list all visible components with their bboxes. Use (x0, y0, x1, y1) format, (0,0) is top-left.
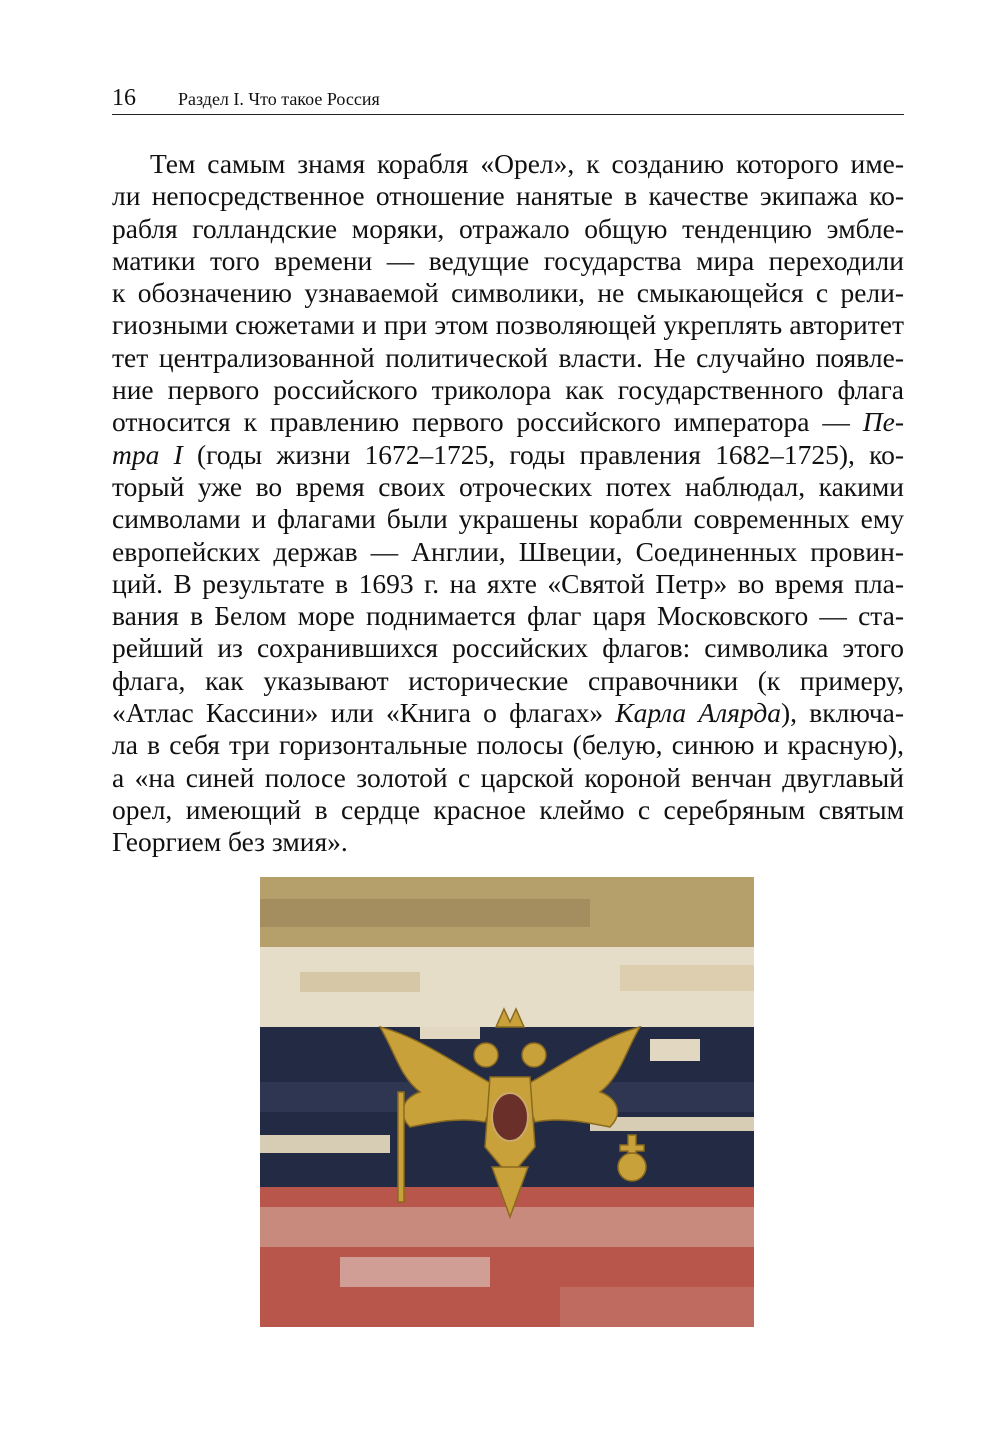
flag-tear (420, 1027, 480, 1039)
text-line (112, 729, 904, 761)
text-line (112, 794, 904, 826)
scepter-icon (398, 1092, 404, 1202)
text-run: ций. В результате в 1693 г. на яхте «Святой Петр» во время пла- (112, 567, 904, 599)
text-line (112, 213, 904, 245)
text-line (112, 503, 904, 535)
text-line (112, 406, 904, 438)
flag-tear (260, 1135, 390, 1153)
text-run: (годы жизни 1672–1725, годы правления 1682–1725), ко- (182, 438, 904, 470)
text-line (112, 697, 904, 729)
eagle-left-head (474, 1043, 498, 1067)
text-run: а «на синей полосе золотой с царской короной венчан двуглавый (112, 761, 904, 793)
text-run: матики того времени — ведущие государства мира переходили (112, 244, 904, 276)
text-line (112, 277, 904, 309)
body-paragraph (112, 148, 904, 859)
flag-worn-patch (560, 1287, 754, 1327)
eagle-right-head (522, 1043, 546, 1067)
orb-icon (618, 1153, 646, 1181)
text-line (112, 309, 904, 341)
text-line (112, 632, 904, 664)
flag-photo (260, 877, 754, 1327)
text-run: гиозными сюжетами и при этом позволяющей укреплять авторитет (112, 309, 904, 341)
text-line (112, 536, 904, 568)
text-run: Георгием без змия». (112, 826, 348, 858)
running-head (112, 84, 904, 115)
text-run: ), включа- (781, 697, 905, 729)
text-run: ли непосредственное отношение нанятые в качестве экипажа ко- (112, 180, 904, 212)
text-line (112, 148, 904, 180)
italic-name: Пе- (862, 406, 904, 438)
text-run: ние первого российского триколора как государственного флага (112, 374, 904, 406)
text-line (112, 342, 904, 374)
text-line (112, 439, 904, 471)
text-run: европейских держав — Англии, Швеции, Соединенных провин- (112, 535, 904, 567)
flag-faded-band (260, 899, 590, 927)
text-line (112, 180, 904, 212)
flag-illustration (260, 877, 754, 1327)
flag-stain (620, 965, 754, 991)
text-run: «Атлас Кассини» или «Книга о флагах» (112, 697, 616, 729)
text-run: вания в Белом море поднимается флаг царя Московского — ста- (112, 600, 904, 632)
flag-tear (650, 1039, 700, 1061)
text-run: флага, как указывают исторические справочники (к примеру, (112, 664, 904, 696)
section-title: Раздел I. Что такое Россия (178, 89, 380, 109)
text-run: относится к правлению первого российского императора — (112, 406, 863, 438)
heart-shield (492, 1093, 528, 1141)
page-number: 16 (112, 85, 136, 111)
flag-worn-patch (340, 1257, 490, 1287)
text-line (112, 245, 904, 277)
text-run: рабля голландские моряки, отражало общую тенденцию эмбле- (112, 212, 904, 244)
text-run: символами и флагами были украшены корабли современных ему (112, 503, 904, 535)
text-run: ла в себя три горизонтальные полосы (белую, синюю и красную), (112, 729, 904, 761)
text-line (112, 568, 904, 600)
text-run: Тем самым знамя корабля «Орел», к созданию которого име- (150, 148, 904, 179)
italic-name: тра I (112, 438, 183, 470)
flag-red-fade (260, 1207, 754, 1247)
text-run: торый уже во время своих отроческих потех наблюдал, какими (112, 470, 904, 502)
text-line (112, 826, 904, 858)
text-run: к обозначению узнаваемой символики, не смыкающейся с рели- (112, 277, 904, 309)
text-line (112, 665, 904, 697)
italic-name: Карла Алярда (615, 697, 782, 729)
text-line (112, 600, 904, 632)
text-run: рейший из сохранившихся российских флагов: символика этого (112, 632, 904, 664)
text-line (112, 762, 904, 794)
text-run: орел, имеющий в сердце красное клеймо с серебряным святым (112, 793, 904, 825)
flag-stain (300, 972, 420, 992)
text-line (112, 471, 904, 503)
text-run: тет централизованной политической власти. Не случайно появле- (112, 341, 904, 373)
text-line (112, 374, 904, 406)
